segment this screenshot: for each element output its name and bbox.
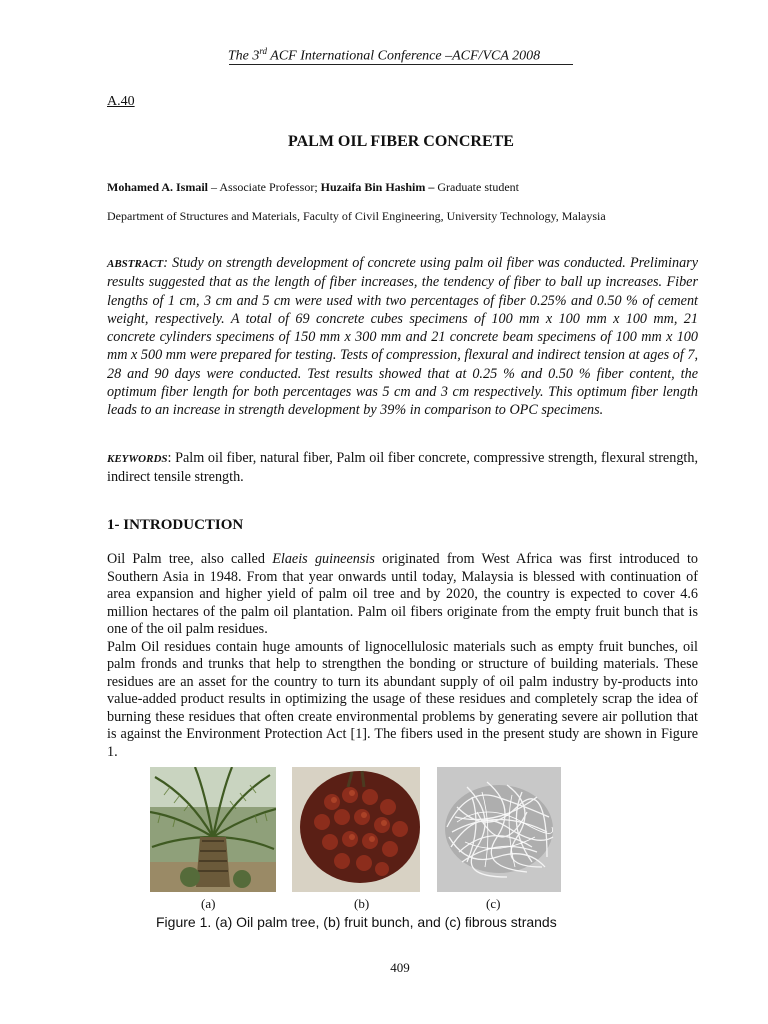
keywords [107, 449, 698, 487]
abstract-text: : Study on strength development of concrete using palm oil fiber was conducted. Preliminary results suggested that as the length of fiber increases, the tendency of fiber to ball up increases. Fiber lengths of 1 cm, 3 cm and 5 cm were used with two percentages of fiber 0.25% and 0.50 % of cement weight, respectively. A total of 69 concrete cubes specimens of 100 mm x 100 mm x 100 mm, 21 concrete cylinders specimens of 150 mm x 300 mm and 21 concrete beam specimens of 100 mm x 100 mm x 500 mm were prepared for testing. Tests of compression, flexural and indirect tension at ages of 7, 28 and 90 days were conducted. Test results showed that at 0.25 % and 0.50 % fiber content, the optimum fiber length for both percentages was 5 cm and 3 cm respectively. This optimum fiber length leads to an increase in strength development by 39% in comparison to OPC specimens. [107, 255, 698, 419]
intro-p1-post: originated from West Africa was first introduced to Southern Asia in 1948. From that year onwards until today, Malaysia is blessed with continuation of area expansion and higher yield of palm oil tree and by 2020, the country is expected to cover 4.6 million hectares of the palm oil plantation. Palm oil fibers originate from the empty fruit bunch that is one of the oil palm residues. [107, 551, 698, 637]
figure-caption: Figure 1. (a) Oil palm tree, (b) fruit bunch, and (c) fibrous strands [156, 914, 557, 930]
figure-label-a: (a) [201, 896, 216, 911]
abstract-label: ABSTRACT [107, 258, 164, 270]
author1-name: Mohamed A. Ismail [107, 180, 209, 194]
introduction-body [107, 551, 698, 761]
figure-label-b: (b) [354, 896, 370, 911]
species-name: Elaeis guineensis [272, 551, 375, 567]
fruit-bunch-image [292, 767, 420, 892]
abstract [107, 254, 698, 420]
intro-paragraph-1 [107, 551, 698, 639]
author-line [107, 180, 519, 195]
conference-header [0, 46, 768, 65]
fibrous-strands-image [437, 767, 561, 892]
intro-paragraph-2: Palm Oil residues contain huge amounts of lignocellulosic materials such as empty fruit bunches, oil palm fronds and trunks that help to strengthen the bonding or structure of building materials. These residues are an asset for the country to turn its abundant supply of oil palm industry by-products into value-added product results in optimizing the usage of these residues and completely scrap the idea of burning these residues that often create environmental problems by generating severe air pollution that is against the Environment Protection Act [1]. The fibers used in the present study are shown in Figure 1. [107, 638, 698, 760]
paper-title: PALM OIL FIBER CONCRETE [288, 133, 514, 150]
figure-1 [0, 767, 768, 897]
header-text-post: ACF International Conference –ACF/VCA 2008 [267, 48, 541, 64]
figure-label-c: (c) [486, 896, 501, 911]
author2-role: Graduate student [434, 180, 519, 194]
author2-name: Huzaifa Bin Hashim – [320, 180, 435, 194]
page-number: 409 [390, 960, 410, 975]
header-text-pre: The 3 [227, 48, 260, 64]
affiliation: Department of Structures and Materials, Faculty of Civil Engineering, University Technology, Malaysia [107, 209, 606, 223]
header-underline [229, 64, 573, 65]
author1-role: – Associate Professor; [208, 180, 321, 194]
section-heading: 1- INTRODUCTION [107, 517, 244, 533]
keywords-label: KEYWORDS [107, 453, 168, 465]
header-superscript: rd [259, 46, 268, 56]
paper-code: A.40 [107, 94, 135, 109]
oil-palm-tree-image [150, 767, 276, 892]
intro-p1-pre: Oil Palm tree, also called [107, 551, 273, 567]
keywords-text: : Palm oil fiber, natural fiber, Palm oil fiber concrete, compressive strength, flexural strength, indirect tensile strength. [107, 450, 698, 486]
